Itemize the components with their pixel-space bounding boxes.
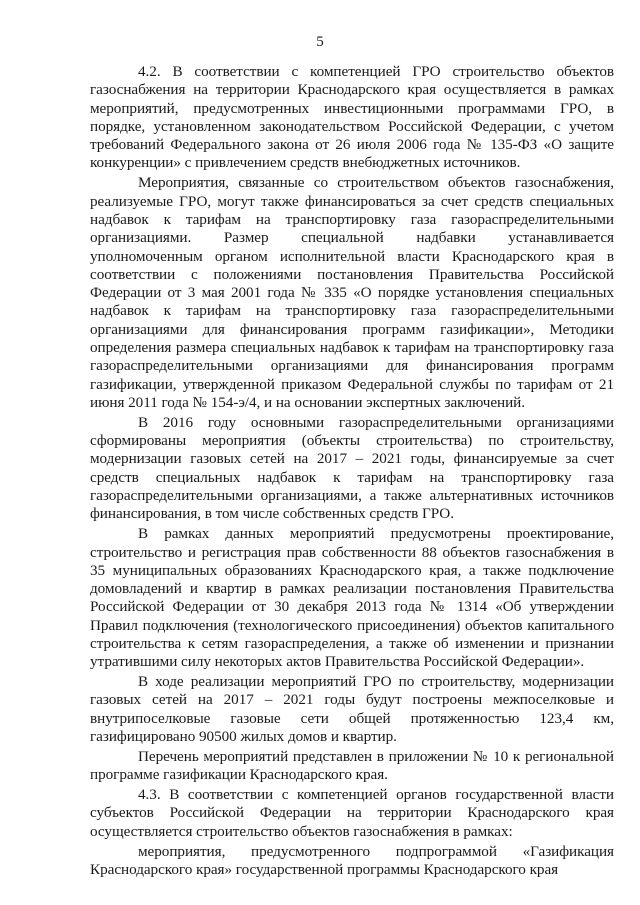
paragraph-subprogram: мероприятия, предусмотренного подпрограммой «Газификация Краснодарского края» государственной программы Краснодарского края [90,842,614,878]
document-body [90,63,614,881]
paragraph-88-objects: В рамках данных мероприятий предусмотрены проектирование, строительство и регистрация прав собственности 88 объектов газоснабжения в 35 муниципальных образованиях Краснодарского края, а также подключение домовладений и квартир в рамках реализации постановления Правительства Российской Федерации от 30 декабря 2013 года № 1314 «Об утверждении Правил подключения (технологического присоединения) объектов капитального строительства к сетям газораспределения, а также об изменении и признании утратившими силу некоторых актов Правительства Российской Федерации». [90,525,614,671]
paragraph-2016-measures: В 2016 году основными газораспределительными организациями сформированы мероприятия (объекты строительства) по строительству, модернизации газовых сетей на 2017 – 2021 годы, финансируемые за счет средств специальных надбавок к тарифам на транспортировку газа газораспределительными организациями, а также альтернативных источников финансирования, в том числе собственных средств ГРО. [90,413,614,523]
paragraph-special-surcharges: Мероприятия, связанные со строительством объектов газоснабжения, реализуемые ГРО, могут также финансироваться за счет средств специальных надбавок к тарифам на транспортировку газа газораспределительными организациями. Размер специальной надбавки устанавливается уполномоченным органом исполнительной власти Краснодарского края в соответствии с положениями постановления Правительства Российской Федерации от 3 мая 2001 года № 335 «О порядке установления специальных надбавок к тарифам на транспортировку газа газораспределительными организациями для финансирования программ газификации», Методики определения размера специальных надбавок к тарифам на транспортировку газа газораспределительными организациями для финансирования программ газификации, утвержденной приказом Федеральной службы по тарифам от 21 июня 2011 года № 154-э/4, и на основании экспертных заключений. [90,174,614,411]
paragraph-gas-networks-built: В ходе реализации мероприятий ГРО по строительству, модернизации газовых сетей на 2017 – 2021 годы будут построены межпоселковые и внутрипоселковые газовые сети общей протяженностью 123,4 км, газифицировано 90500 жилых домов и квартир. [90,673,614,746]
paragraph-appendix-10: Перечень мероприятий представлен в приложении № 10 к региональной программе газификации Краснодарского края. [90,747,614,784]
page-number: 5 [316,34,324,50]
paragraph-4-2: 4.2. В соответствии с компетенцией ГРО строительство объектов газоснабжения на территории Краснодарского края осуществляется в рамках мероприятий, предусмотренных инвестиционными программами ГРО, в порядке, установленном законодательством Российской Федерации, с учетом требований Федерального закона от 26 июля 2006 года № 135-ФЗ «О защите конкуренции» с привлечением средств внебюджетных источников. [90,63,614,172]
paragraph-4-3: 4.3. В соответствии с компетенцией органов государственной власти субъектов Российской Федерации на территории Краснодарского края осуществляется строительство объектов газоснабжения в рамках: [90,786,614,840]
